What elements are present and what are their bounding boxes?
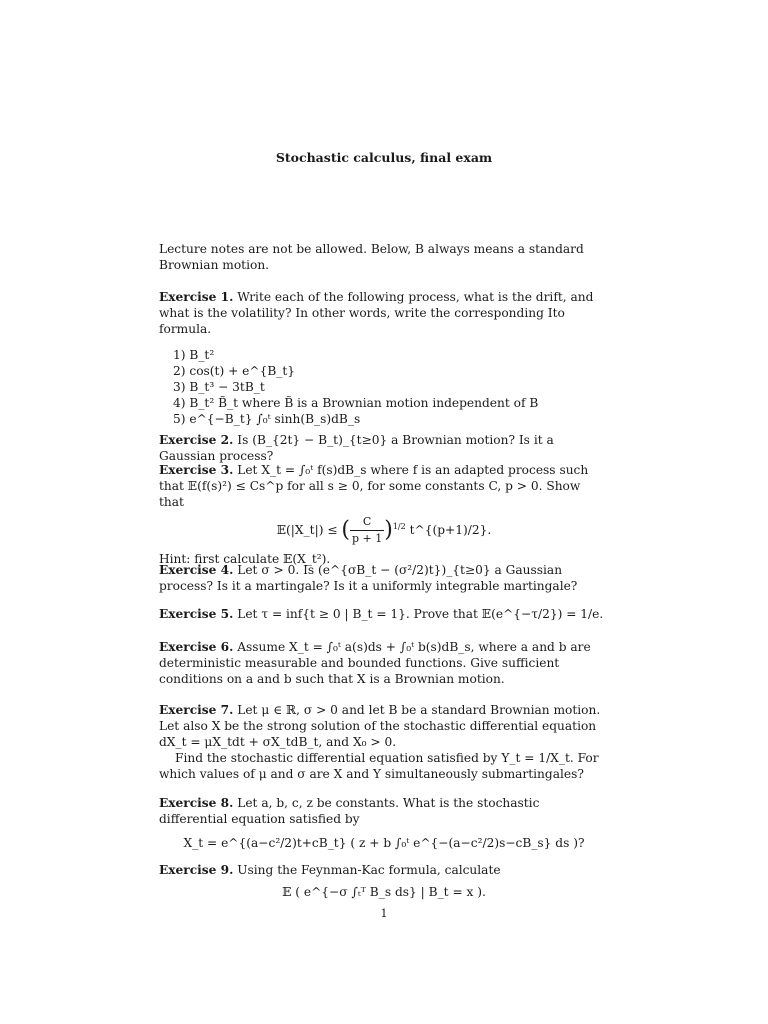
exercise-text: Find the stochastic differential equation satisfied by Y_t = 1/X_t. For which values of μ and σ are X and Y simultaneously submartingales? xyxy=(159,751,599,781)
exercise-4 xyxy=(159,562,609,594)
list-item: 2) cos(t) + e^{B_t} xyxy=(173,364,296,378)
exercise-label: Exercise 2. xyxy=(159,433,234,447)
list-item: 4) B_t² B̃_t where B̃ is a Brownian motion independent of B xyxy=(173,396,539,410)
exercise-3 xyxy=(159,462,609,567)
exercise-label: Exercise 9. xyxy=(159,863,234,877)
exercise-text: Let X_t = ∫₀ᵗ f(s)dB_s where f is an adapted process such that 𝔼(f(s)²) ≤ Cs^p for all s ≥ 0, for some constants C, p > 0. Show that xyxy=(159,463,589,509)
exercise-1 xyxy=(159,289,609,427)
exercise-label: Exercise 3. xyxy=(159,463,234,477)
intro-paragraph: Lecture notes are not be allowed. Below, B always means a standard Brownian motion. xyxy=(159,242,584,272)
exercise-label: Exercise 5. xyxy=(159,607,234,621)
list-item: 3) B_t³ − 3tB_t xyxy=(173,380,265,394)
exercise-text: Is (B_{2t} − B_t)_{t≥0} a Brownian motion? Is it a Gaussian process? xyxy=(159,433,554,463)
exercise-text: Let σ > 0. Is (e^{σB_t − (σ²/2)t})_{t≥0} a Gaussian process? Is it a martingale? Is it a uniformly integrable martingale? xyxy=(159,563,578,593)
page-number: 1 xyxy=(380,907,388,920)
exercise-label: Exercise 4. xyxy=(159,563,234,577)
list-item: 1) B_t² xyxy=(173,348,215,362)
exercise-9-formula: 𝔼 ( e^{−σ ∫ₜᵀ B_s ds} | B_t = x ). xyxy=(282,885,486,899)
exercise-3-formula: 𝔼(|X_t|) ≤ ( $\frac{C}{p + 1}$ )$^{1/2}$ t^{(p+1)/2}. xyxy=(276,515,492,545)
exercise-5 xyxy=(159,606,609,622)
exercise-label: Exercise 6. xyxy=(159,640,234,654)
page-title: Stochastic calculus, final exam xyxy=(275,150,493,165)
exercise-text: Assume X_t = ∫₀ᵗ a(s)ds + ∫₀ᵗ b(s)dB_s, where a and b are deterministic measurable and bounded functions. Give sufficient conditions on a and b such that X is a Brownian motion. xyxy=(159,640,591,686)
exercise-9 xyxy=(159,862,609,904)
hint-text: Hint: first calculate 𝔼(X_t²). xyxy=(159,552,331,566)
exercise-text: Let τ = inf{t ≥ 0 | B_t = 1}. Prove that 𝔼(e^{−τ/2}) = 1/e. xyxy=(237,607,604,621)
exercise-label: Exercise 1. xyxy=(159,290,234,304)
exercise-label: Exercise 8. xyxy=(159,796,234,810)
exercise-text: Let a, b, c, z be constants. What is the stochastic differential equation satisfied by xyxy=(159,796,540,826)
exercise-6 xyxy=(159,639,609,687)
process-list xyxy=(159,347,609,427)
exercise-text: Let μ ∈ ℝ, σ > 0 and let B be a standard Brownian motion. Let also X be the strong solution of the stochastic differential equation dX_t = μX_tdt + σX_tdB_t, and X₀ > 0. xyxy=(159,703,601,749)
exercise-text: Write each of the following process, what is the drift, and what is the volatility? In other words, write the corresponding Ito formula. xyxy=(159,290,594,336)
exam-page xyxy=(159,0,609,1024)
exercise-7 xyxy=(159,702,609,782)
exercise-8-formula: X_t = e^{(a−c²/2)t+cB_t} ( z + b ∫₀ᵗ e^{−(a−c²/2)s−cB_s} ds )? xyxy=(183,836,585,850)
exercise-2 xyxy=(159,432,609,464)
exercise-8 xyxy=(159,795,609,857)
exercise-text: Using the Feynman-Kac formula, calculate xyxy=(237,863,501,877)
list-item: 5) e^{−B_t} ∫₀ᵗ sinh(B_s)dB_s xyxy=(173,412,361,426)
exercise-label: Exercise 7. xyxy=(159,703,234,717)
